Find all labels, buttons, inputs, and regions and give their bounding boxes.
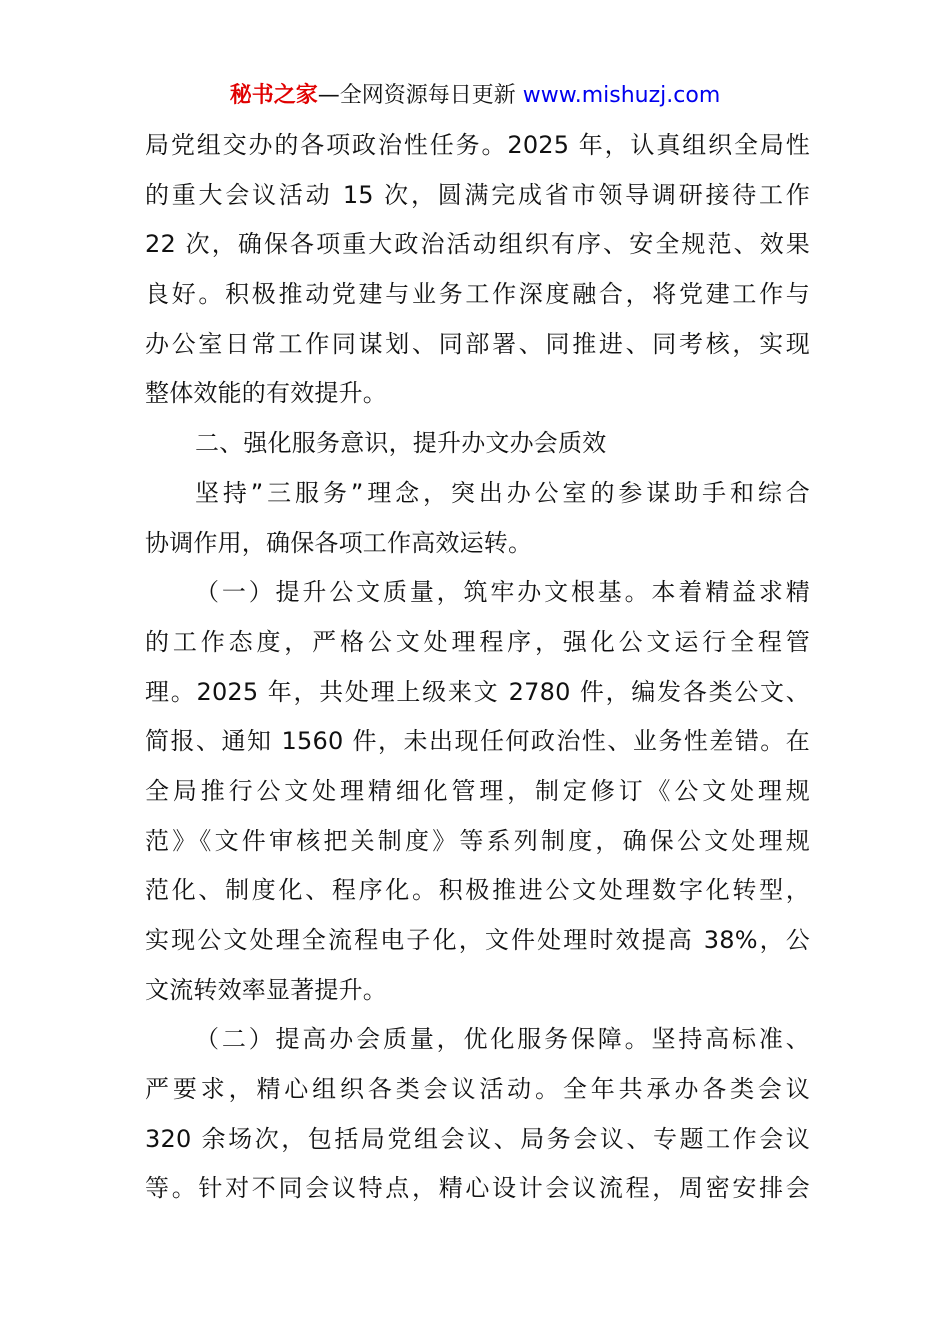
document-body — [145, 121, 810, 1214]
text-line: 良好。积极推动党建与业务工作深度融合，将党建工作与 — [145, 280, 810, 309]
text-line: 的重大会议活动 15 次，圆满完成省市领导调研接待工作 — [145, 180, 810, 209]
text-line: （二）提高办会质量，优化服务保障。坚持高标准、 — [195, 1025, 810, 1054]
text-line: 文流转效率显著提升。 — [145, 975, 387, 1004]
site-header — [0, 80, 950, 112]
site-url-link[interactable]: www.mishuzj.com — [522, 83, 721, 108]
text-line: 整体效能的有效提升。 — [145, 379, 387, 408]
text-line: 协调作用，确保各项工作高效运转。 — [145, 528, 533, 557]
text-line: 实现公文处理全流程电子化，文件处理时效提高 38%，公 — [145, 926, 810, 954]
text-line: 理。2025 年，共处理上级来文 2780 件，编发各类公文、 — [145, 677, 810, 706]
text-line: 局党组交办的各项政治性任务。2025 年，认真组织全局性 — [145, 131, 810, 159]
text-line: 等。针对不同会议特点，精心设计会议流程，周密安排会 — [145, 1174, 810, 1203]
text-line: 范化、制度化、程序化。积极推进公文处理数字化转型， — [145, 876, 810, 905]
text-line: 办公室日常工作同谋划、同部署、同推进、同考核，实现 — [145, 329, 810, 358]
text-line: 坚持”三服务”理念，突出办公室的参谋助手和综合 — [195, 478, 810, 507]
text-line: 简报、通知 1560 件，未出现任何政治性、业务性差错。在 — [145, 727, 810, 756]
text-line: 严要求，精心组织各类会议活动。全年共承办各类会议 — [145, 1075, 810, 1104]
site-brand[interactable]: 秘书之家 — [229, 83, 318, 108]
text-line: 全局推行公文处理精细化管理，制定修订《公文处理规 — [145, 776, 810, 805]
text-line: （一）提升公文质量，筑牢办文根基。本着精益求精 — [195, 578, 810, 607]
text-line: 的工作态度，严格公文处理程序，强化公文运行全程管 — [145, 627, 810, 656]
text-line: 22 次，确保各项重大政治活动组织有序、安全规范、效果 — [145, 230, 810, 259]
text-line: 二、强化服务意识，提升办文办会质效 — [195, 429, 607, 458]
site-tagline: —全网资源每日更新 — [317, 83, 523, 108]
text-line: 320 余场次，包括局党组会议、局务会议、专题工作会议 — [145, 1124, 810, 1153]
text-line: 范》《文件审核把关制度》等系列制度，确保公文处理规 — [145, 826, 810, 855]
